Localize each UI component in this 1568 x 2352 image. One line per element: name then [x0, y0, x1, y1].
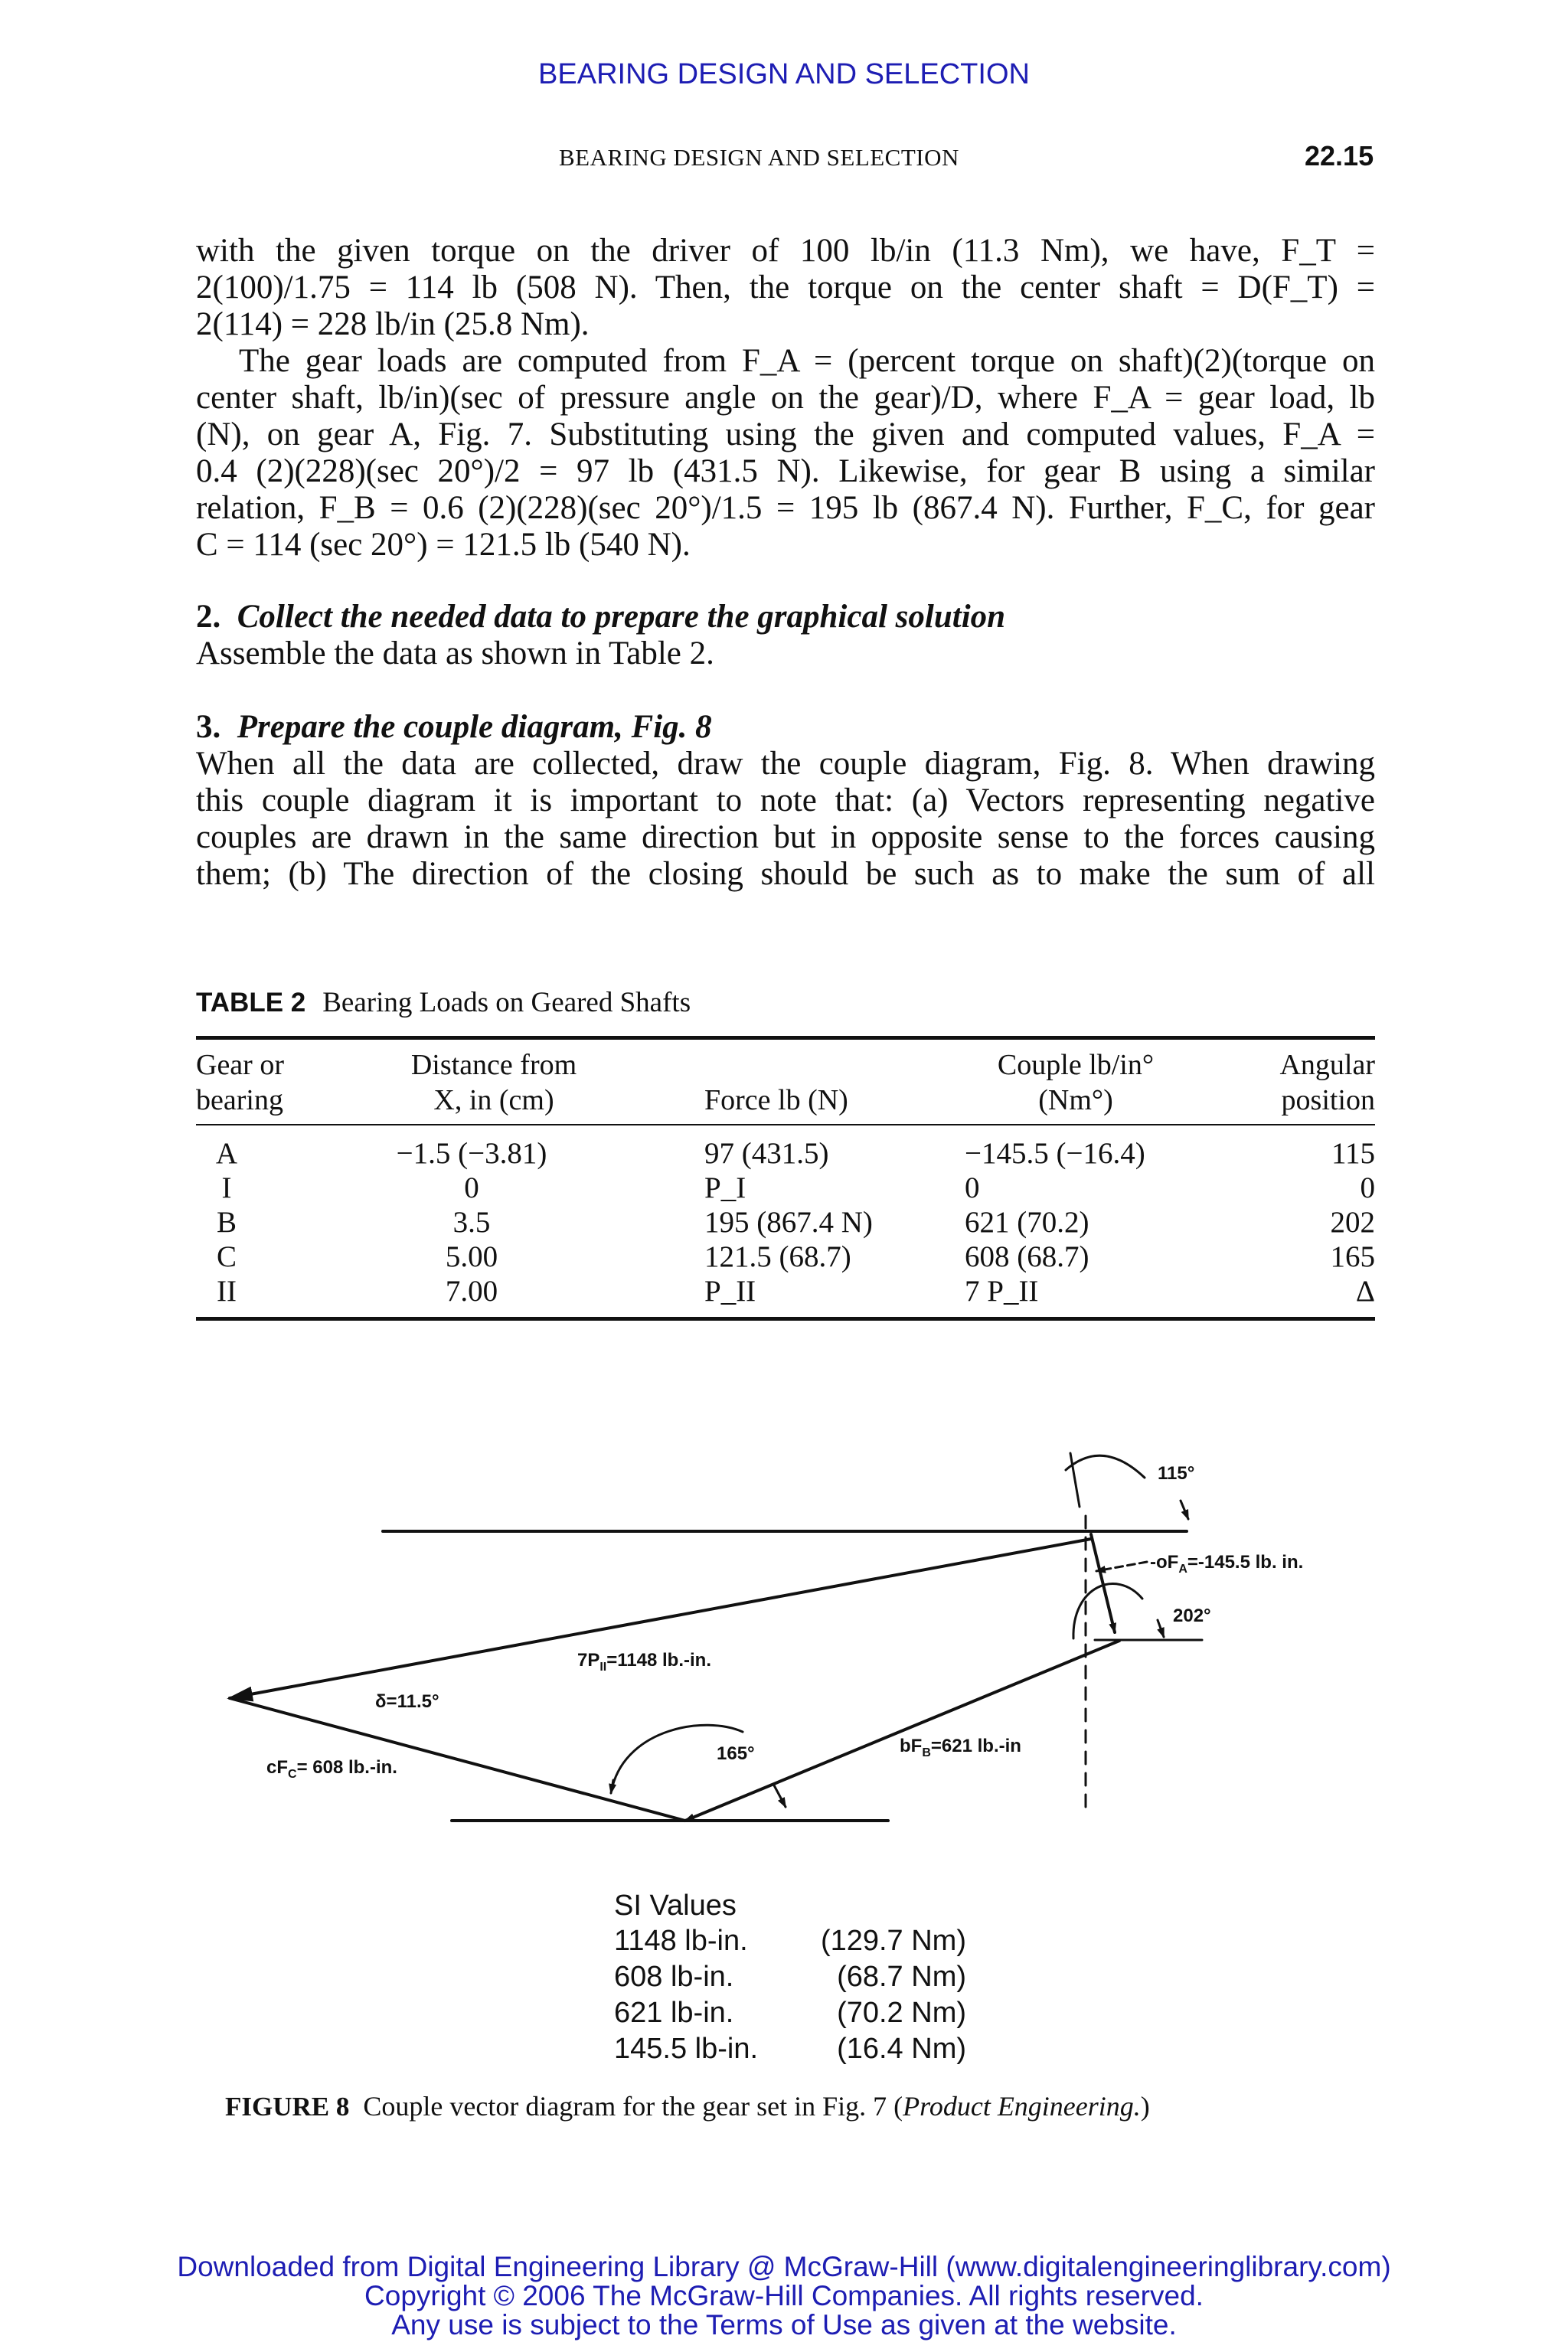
table-row — [196, 1136, 1375, 1171]
label-ofa — [1150, 1552, 1303, 1576]
label-7pii-val: =1148 lb.-in. — [606, 1650, 711, 1671]
si-row — [614, 1925, 966, 1961]
cell-couple: 7 P_II — [965, 1275, 1039, 1308]
cell-angle: 202 — [1330, 1206, 1375, 1239]
text-line: (N), on gear A, Fig. 7. Substituting using the given and computed values, F_A = — [196, 416, 1375, 452]
table-header-rule — [196, 1124, 1375, 1125]
text-line: them; (b) The direction of the closing should be such as to make the sum of all — [196, 856, 1375, 892]
si-imperial: 621 lb-in. — [614, 1997, 734, 2029]
cell-distance: −1.5 (−3.81) — [396, 1137, 547, 1170]
angle-115-arrow — [1181, 1501, 1188, 1519]
footer-copyright: Copyright © 2006 The McGraw-Hill Companies. All rights reserved. — [364, 2280, 1204, 2311]
figure-caption-end: ) — [1140, 2091, 1150, 2122]
step-3 — [196, 709, 1375, 893]
cell-couple: 608 (68.7) — [965, 1240, 1089, 1273]
si-values-title: SI Values — [614, 1890, 737, 1922]
angle-165-label: 165° — [717, 1743, 755, 1764]
paragraph-2 — [196, 343, 1375, 564]
si-imperial: 1148 lb-in. — [614, 1925, 748, 1957]
table-title: Bearing Loads on Geared Shafts — [322, 987, 691, 1018]
text-line: relation, F_B = 0.6 (2)(228)(sec 20°)/1.5 = 195 lb (867.4 N). Further, F_C, for gear — [196, 490, 1375, 526]
cell-angle: 0 — [1360, 1171, 1375, 1204]
label-bfb-val: =621 lb.-in — [930, 1736, 1021, 1756]
si-row — [614, 2033, 966, 2069]
label-7pii-main: 7P — [577, 1650, 600, 1671]
si-metric: (16.4 Nm) — [837, 2033, 966, 2065]
label-cfc — [266, 1757, 397, 1781]
label-cfc-main: cF — [266, 1757, 289, 1778]
header-distance — [398, 1047, 590, 1118]
header-gear — [196, 1047, 284, 1118]
cell-force: P_II — [704, 1275, 756, 1308]
text-line: with the given torque on the driver of 100 lb/in (11.3 Nm), we have, F_T = — [196, 233, 1375, 269]
vector-bfb — [685, 1641, 1119, 1821]
header-angular — [1256, 1047, 1375, 1118]
table-row — [196, 1240, 1375, 1274]
table-top-rule — [196, 1036, 1375, 1040]
cell-gear: I — [221, 1171, 232, 1204]
si-row — [614, 1997, 966, 2033]
text-line: C = 114 (sec 20°) = 121.5 lb (540 N). — [196, 527, 691, 563]
table-label: TABLE 2 — [196, 988, 306, 1018]
page-number: 22.15 — [1305, 140, 1374, 172]
footer-terms: Any use is subject to the Terms of Use as given at the website. — [391, 2309, 1177, 2341]
label-7pii-sub: II — [599, 1661, 607, 1674]
header-line: Gear or — [196, 1049, 284, 1081]
header-line: position — [1281, 1084, 1375, 1116]
top-banner[interactable]: BEARING DESIGN AND SELECTION — [538, 58, 1030, 90]
cell-angle: 165 — [1330, 1240, 1375, 1273]
label-cfc-sub: C — [288, 1768, 297, 1781]
cell-force: 195 (867.4 N) — [704, 1206, 873, 1239]
text-line: couples are drawn in the same direction but in opposite sense to the forces causing — [196, 819, 1375, 855]
text-line: center shaft, lb/in)(sec of pressure angle on the gear)/D, where F_A = gear load, lb — [196, 380, 1375, 416]
cell-angle: 115 — [1331, 1137, 1375, 1170]
cell-couple: 621 (70.2) — [965, 1206, 1089, 1239]
si-row — [614, 1961, 966, 1997]
header-line: Force lb (N) — [704, 1084, 848, 1116]
text-line: When all the data are collected, draw the couple diagram, Fig. 8. When drawing — [196, 746, 1375, 782]
header-couple — [965, 1047, 1187, 1118]
running-head: BEARING DESIGN AND SELECTION — [559, 144, 959, 171]
angle-165-guide — [605, 1726, 665, 1765]
step-3-number: 3. — [196, 709, 221, 745]
cell-gear: C — [216, 1240, 237, 1273]
cell-gear: II — [217, 1275, 237, 1308]
figure-caption-italic: Product Engineering. — [903, 2091, 1141, 2122]
label-ofa-main: -oF — [1150, 1552, 1179, 1573]
step-3-title: Prepare the couple diagram, Fig. 8 — [237, 709, 712, 745]
cell-distance: 3.5 — [452, 1206, 491, 1239]
label-leader-ofa — [1096, 1562, 1147, 1571]
label-bfb-main: bF — [900, 1736, 923, 1756]
angle-115-label: 115° — [1158, 1463, 1195, 1484]
si-imperial: 145.5 lb-in. — [614, 2033, 759, 2065]
text-line: 2(100)/1.75 = 114 lb (508 N). Then, the torque on the center shaft = D(F_T) = — [196, 270, 1375, 305]
cell-force: 121.5 (68.7) — [704, 1240, 851, 1273]
cell-angle: Δ — [1355, 1275, 1375, 1308]
si-values-list — [614, 1925, 966, 2069]
label-bfb-sub: B — [922, 1746, 931, 1759]
cell-gear: B — [216, 1206, 237, 1239]
cell-distance: 0 — [464, 1171, 479, 1204]
label-cfc-val: = 608 lb.-in. — [296, 1757, 397, 1778]
header-force — [704, 1047, 848, 1118]
step-3-heading — [196, 709, 1375, 746]
step-2 — [196, 599, 1375, 672]
si-metric: (129.7 Nm) — [820, 1925, 966, 1957]
si-metric: (68.7 Nm) — [837, 1961, 966, 1993]
paragraph-1 — [196, 233, 1375, 343]
si-metric: (70.2 Nm) — [837, 1997, 966, 2029]
figure-caption-text: Couple vector diagram for the gear set in Fig. 7 ( — [363, 2091, 903, 2122]
cell-force: P_I — [704, 1171, 746, 1204]
angle-202-arc — [1073, 1584, 1142, 1638]
table-row — [196, 1171, 1375, 1205]
angle-165-arrow-end — [773, 1784, 786, 1807]
step-2-title: Collect the needed data to prepare the graphical solution — [237, 599, 1006, 635]
figure-caption — [225, 2090, 1150, 2122]
header-line: Angular — [1279, 1049, 1375, 1081]
angle-202-arrow — [1158, 1620, 1164, 1637]
cell-force: 97 (431.5) — [704, 1137, 829, 1170]
table-row — [196, 1205, 1375, 1240]
cell-gear: A — [215, 1137, 238, 1170]
label-bfb — [900, 1736, 1021, 1759]
step-2-heading — [196, 599, 1375, 635]
angle-165-arrow-start — [611, 1780, 613, 1793]
label-7pii — [577, 1650, 711, 1674]
step-2-number: 2. — [196, 599, 221, 635]
cell-couple: 0 — [965, 1171, 980, 1204]
footer-download-link[interactable]: Downloaded from Digital Engineering Library @ McGraw-Hill (www.digitalengineeringlibrary.com) — [177, 2251, 1391, 2282]
figure-label: FIGURE 8 — [225, 2092, 350, 2122]
cell-couple: −145.5 (−16.4) — [965, 1137, 1145, 1170]
text-line: 2(114) = 228 lb/in (25.8 Nm). — [196, 306, 590, 342]
angle-115-arc — [1066, 1455, 1145, 1478]
table-caption — [196, 986, 691, 1019]
header-line: (Nm°) — [1038, 1084, 1113, 1116]
header-line: Distance from — [410, 1049, 577, 1081]
cell-distance: 7.00 — [445, 1275, 498, 1308]
si-imperial: 608 lb-in. — [614, 1961, 734, 1993]
vector-7pii — [230, 1539, 1091, 1698]
text-line: The gear loads are computed from F_A = (percent torque on shaft)(2)(torque on — [239, 343, 1375, 379]
couple-vector-diagram — [214, 1424, 1363, 1853]
header-line: Couple lb/in° — [997, 1049, 1155, 1081]
header-line — [704, 1047, 848, 1083]
text-line: this couple diagram it is important to note that: (a) Vectors representing negative — [196, 782, 1375, 818]
header-line: X, in (cm) — [433, 1084, 554, 1116]
cell-distance: 5.00 — [445, 1240, 498, 1273]
header-line: bearing — [196, 1084, 283, 1116]
table-row — [196, 1274, 1375, 1308]
table-bottom-rule — [196, 1317, 1375, 1321]
text-line: 0.4 (2)(228)(sec 20°)/2 = 97 lb (431.5 N). Likewise, for gear B using a similar — [196, 453, 1375, 489]
angle-202-label: 202° — [1173, 1606, 1211, 1626]
label-ofa-val: =-145.5 lb. in. — [1187, 1552, 1304, 1573]
step-2-text: Assemble the data as shown in Table 2. — [196, 635, 714, 671]
table-body — [196, 1136, 1375, 1308]
label-ofa-sub: A — [1178, 1563, 1187, 1576]
label-delta: δ=11.5° — [375, 1691, 439, 1712]
